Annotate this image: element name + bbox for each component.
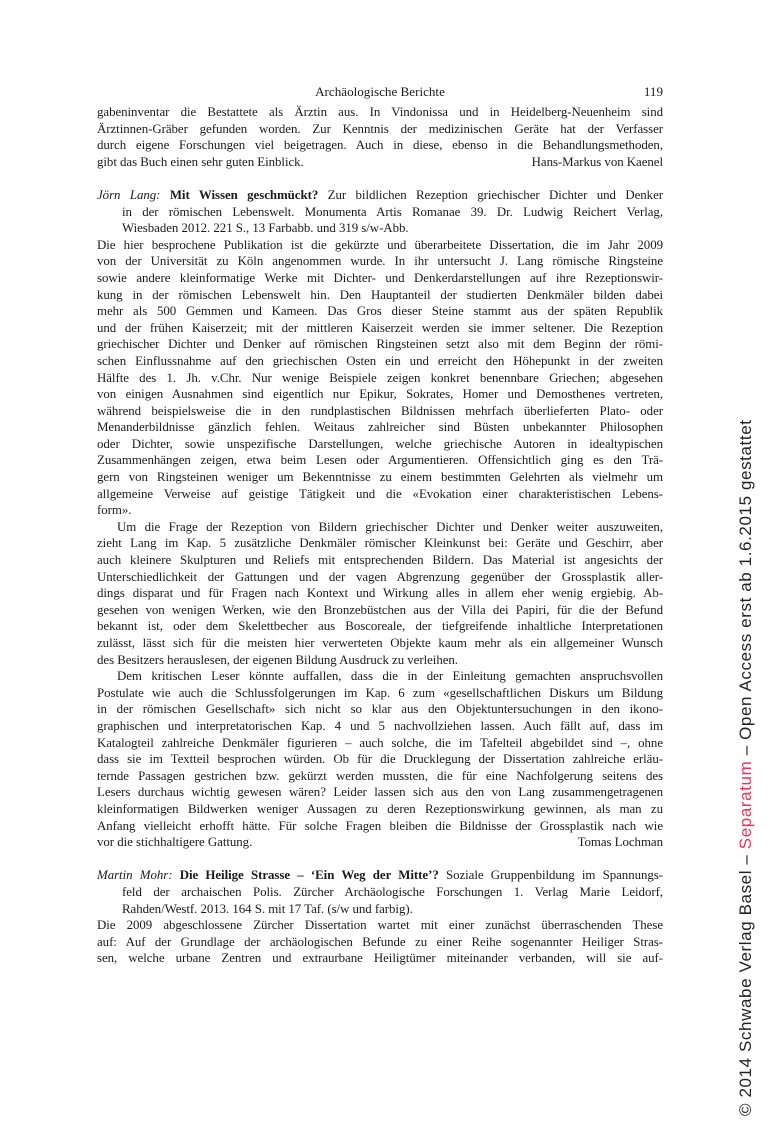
text-line: bekannt ist, oder dem Skelettbecher aus Boscoreale, der tiefgreifende inhaltliche Interpretationen <box>97 619 663 634</box>
paragraph <box>97 668 663 851</box>
text-line: Rahden/Westf. 2013. 164 S. mit 17 Taf. (s/w und farbig). <box>122 901 413 916</box>
text-line: allgemeine Verweise auf geistige Tätigkeit und die «Evokation einer charakteristischen Lebens- <box>97 486 663 501</box>
text-line: Postulate wie auch die Schlussfolgerungen im Kap. 6 zum «gesellschaftlichen Diskurs um Bildung <box>97 685 663 700</box>
text-line: durch eigene Forschungen viel beigetragen. Auch in diese, ebenso in die Behandlungsmethoden, <box>97 138 663 153</box>
text-line: zulässt, lässt sich für die meisten hier verwerteten Objekte kaum mehr als ein allgemeiner Wunsch <box>97 636 663 650</box>
text-line: kleinformatigen Bildwerken weniger Aussagen zu deren Rezeptionswirkung gewinnen, als man zu <box>97 801 663 816</box>
reviewer-signature: Hans-Markus von Kaenel <box>531 154 663 169</box>
text-line: mehr als 500 Gemmen und Kameen. Das Gros dieser Steine stammt aus der späten Republik <box>97 304 663 319</box>
text-line: form». <box>97 503 132 518</box>
text-line: auf: Auf der Grundlage der archäologischen Befunde zu einer Reihe sogenannter Heiliger Stras- <box>97 934 663 949</box>
page-number: 119 <box>643 84 663 99</box>
spine-openaccess-text: – Open Access erst ab 1.6.2015 gestattet <box>736 419 755 761</box>
paragraph <box>97 917 663 967</box>
text-line: auch kleinere Skulpturen und Reliefs mit entsprechenden Bildern. Das Material ist angesichts der <box>97 553 663 568</box>
paragraph <box>97 104 663 170</box>
text-line: dass sie im Textteil besprochen würden. Ob für die Drucklegung der Dissertation zahlreiche erläu- <box>97 752 663 767</box>
text-line: Wiesbaden 2012. 221 S., 13 Farbabb. und 319 s/w-Abb. <box>122 221 409 236</box>
text-line: Die 2009 abgeschlossene Zürcher Dissertation wartet mit einer zunächst überraschenden These <box>97 918 663 933</box>
text-line: dings disparat und für Fragen nach Kontext und Wirkung alles in allem eher wenig ergiebig. Ab- <box>97 586 663 601</box>
text-line: schen Einflussnahme auf den griechischen Osten ein und erreicht den Höhepunkt in der zweiten <box>97 353 663 368</box>
text-line: Unterschiedlichkeit der Gattungen und der vagen Abgrenzung gegenüber der Grossplastik aller- <box>97 569 663 584</box>
review-subtitle: Zur bildlichen Rezeption griechischer Dichter und Denker <box>327 187 663 202</box>
spine-copyright-text: © 2014 Schwabe Verlag Basel – <box>736 849 755 1116</box>
text-line <box>97 834 663 851</box>
paragraph <box>97 237 663 519</box>
content-blocks <box>97 104 663 967</box>
spine-separatum-label: Separatum <box>736 760 755 850</box>
text-line: ternde Passagen gestrichen bzw. gekürzt werden mussten, die für eine Nachfolgerung seitens des <box>97 768 663 783</box>
text-line: Zusammenhängen zeigen, etwa beim Lesen oder Argumentieren. Offensichtlich ging es den Trä- <box>97 453 663 468</box>
text-line: Katalogteil zahlreiche Denkmäler figurieren – auch solche, die im Tafelteil abgebildet sind –, ohne <box>97 735 663 750</box>
text-line: in der römischen Gesellschaft» sich nicht so klar aus den Objektuntersuchungen in den ikono- <box>97 702 663 717</box>
review-title: Die Heilige Strasse – ‘Ein Weg der Mitte’? <box>179 868 446 883</box>
reviewer-signature: Tomas Lochman <box>577 835 663 850</box>
spine-imprint <box>736 419 756 1116</box>
text-line: von der Universität zu Köln angenommen wurde. In ihr untersucht J. Lang römische Ringsteine <box>97 254 663 269</box>
text-line: gesehen von wenigen Werken, wie den Bronzebüstchen aus der Villa dei Papiri, für die der Befund <box>97 602 663 617</box>
text-line: zieht Lang im Kap. 5 zusätzliche Denkmäler römischer Kleinkunst bei: Geräte und Geschirr, aber <box>97 536 663 551</box>
review-heading <box>97 187 663 237</box>
line-text: gibt das Buch einen sehr guten Einblick. <box>97 154 304 169</box>
text-line: von einigen Ausnahmen sind eigentlich nur Epikur, Sokrates, Homer und Demosthenes vertreten, <box>97 387 663 402</box>
text-line: in der römischen Lebenswelt. Monumenta Artis Romanae 39. Dr. Ludwig Reichert Verlag, <box>122 204 663 219</box>
text-line: Hälfte des 1. Jh. v.Chr. Nur wenige Beispiele zeigen konkret benennbare Griechen; abgesehen <box>97 370 663 385</box>
review-subtitle: Soziale Gruppenbildung im Spannungs- <box>445 868 663 883</box>
text-line: griechischer Dichter und Denker auf römischen Ringsteinen setzt also mit dem Beginn der römi- <box>97 337 663 352</box>
text-line: sen, welche urbane Zentren und extraurbane Heiligtümer miteinander verbanden, will sie auf- <box>97 951 663 966</box>
page-header <box>97 84 663 101</box>
text-line: Die hier besprochene Publikation ist die gekürzte und überarbeitete Dissertation, die im Jahr 2009 <box>97 237 663 252</box>
review-heading <box>97 867 663 917</box>
text-line: oder Dichter, sowie unspezifische Darstellungen, welche griechische Autoren in idealtypischen <box>97 436 663 451</box>
line-text: vor die stichhaltigere Gattung. <box>97 835 253 850</box>
text-line: gabeninventar die Bestattete als Ärztin aus. In Vindonissa und in Heidelberg-Neuenheim sind <box>97 105 663 119</box>
journal-title: Archäologische Berichte <box>315 84 445 99</box>
text-line: während beispielsweise die in den rundplastischen Bildnissen mehrfach überlieferten Plato- oder <box>97 403 663 418</box>
text-line: Dem kritischen Leser könnte auffallen, dass die in der Einleitung gemachten anspruchsvollen <box>117 669 663 684</box>
text-line: des Besitzers herauslesen, der eigenen Bildung Ausdruck zu verleihen. <box>97 652 458 667</box>
review-author: Jörn Lang: <box>97 187 170 202</box>
text-line <box>97 867 663 884</box>
paragraph <box>97 519 663 668</box>
text-line: Lesers durchaus wichtig gewesen wären? Leider lassen sich aus den von Lang zusammengetragenen <box>97 785 663 800</box>
text-line: graphischen und interpretatorischen Kap. 4 und 5 nachvollziehen lassen. Auch fällt auf, dass im <box>97 718 663 733</box>
text-line: sowie andere kleinformatige Werke mit Dichter- und Denkerdarstellungen auf ihre Rezeptionswir- <box>97 270 663 285</box>
text-line <box>97 187 663 204</box>
text-line: Um die Frage der Rezeption von Bildern griechischer Dichter und Denker weiter auszuweiten, <box>117 519 663 534</box>
text-line: und der frühen Kaiserzeit; mit der mittleren Kaiserzeit werden sie immer seltener. Die Rezeption <box>97 320 663 335</box>
text-line <box>97 154 663 171</box>
text-line: Menanderbildnisse gänzlich fehlen. Weitaus zahlreicher sind Büsten unbekannter Philosophen <box>97 420 663 435</box>
review-title: Mit Wissen geschmückt? <box>169 187 328 202</box>
text-line: feld der archaischen Polis. Zürcher Archäologische Forschungen 1. Verlag Marie Leidorf, <box>122 884 663 899</box>
text-line: Anfang vielleicht erhofft hätte. Für solche Fragen bleiben die Bildnisse der Grossplastik nach wie <box>97 818 663 833</box>
text-line: kung in der römischen Lebenswelt hin. Den Hauptanteil der studierten Denkmäler bilden dabei <box>97 287 663 302</box>
text-line: Ärztinnen-Gräber gefunden worden. Zur Kenntnis der medizinischen Geräte hat der Verfasser <box>97 121 663 136</box>
review-author: Martin Mohr: <box>97 868 180 883</box>
text-line: gern von Ringsteinen weniger um Bekenntnisse zu einem bestimmten Gelehrten als vielmehr um <box>97 470 663 485</box>
